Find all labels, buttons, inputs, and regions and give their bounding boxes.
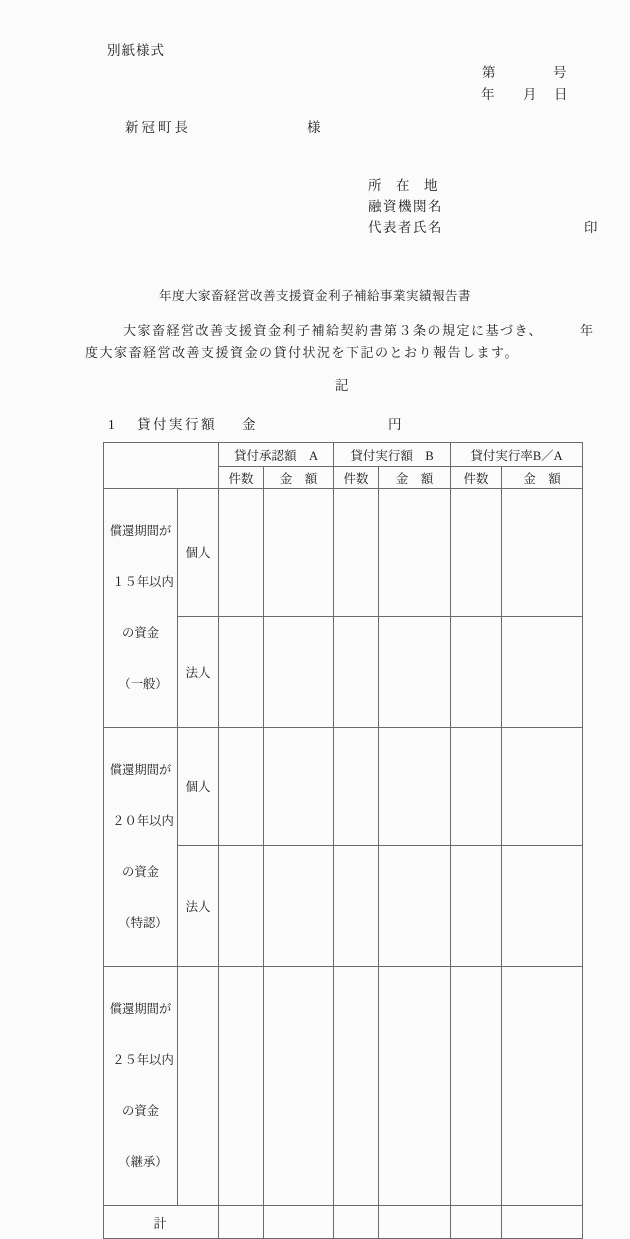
entity-label-corporate: 法人 <box>178 616 219 727</box>
empty-data-cell <box>502 1206 583 1239</box>
item-label: 貸付実行額 <box>137 417 217 432</box>
row-15y-individual <box>104 489 583 617</box>
empty-data-cell <box>502 845 583 966</box>
empty-data-cell <box>219 1206 264 1239</box>
count-header-ba: 件数 <box>451 467 502 489</box>
header-group-row <box>104 443 583 467</box>
empty-data-cell <box>451 489 502 617</box>
row-total <box>104 1206 583 1239</box>
empty-data-cell <box>264 489 334 617</box>
row-label-line: （特認） <box>118 916 168 930</box>
addressee-honorific: 様 <box>307 120 321 135</box>
col-group-rate: 貸付実行率B／A <box>451 443 583 467</box>
date-day-label: 日 <box>554 87 568 102</box>
empty-data-cell <box>334 1206 379 1239</box>
empty-data-cell <box>379 616 451 727</box>
empty-data-cell <box>334 728 379 846</box>
empty-data-cell <box>334 489 379 617</box>
date-month-label: 月 <box>523 87 537 102</box>
total-label: 計 <box>104 1206 219 1239</box>
amount-prefix: 金 <box>242 417 256 432</box>
doc-number-prefix: 第 <box>482 65 496 80</box>
col-group-approved: 貸付承認額 A <box>219 443 334 467</box>
seal-mark: 印 <box>584 220 598 235</box>
sender-address-label: 所 在 地 <box>368 178 438 193</box>
row-label-line: ２０年以内 <box>112 814 174 828</box>
row-label-line: （一般） <box>118 677 168 691</box>
empty-data-cell <box>451 967 502 1206</box>
count-header-a: 件数 <box>219 467 264 489</box>
addressee-name: 新冠町長 <box>125 120 191 135</box>
row-label-line: 償還期間が <box>109 524 172 538</box>
empty-data-cell <box>219 967 264 1206</box>
empty-data-cell <box>334 967 379 1206</box>
row-label-line: （継承） <box>118 1155 168 1169</box>
document-title: 年度大家畜経営改善支援資金利子補給事業実績報告書 <box>158 289 471 303</box>
row-20y-individual <box>104 728 583 846</box>
row-label-line: 償還期間が <box>109 1002 172 1016</box>
empty-data-cell <box>379 489 451 617</box>
empty-data-cell <box>379 967 451 1206</box>
item-number: 1 <box>108 417 115 432</box>
entity-label-blank <box>178 967 219 1206</box>
empty-data-cell <box>451 845 502 966</box>
sender-institution-label: 融資機関名 <box>368 199 443 214</box>
entity-label-corporate: 法人 <box>178 845 219 966</box>
empty-data-cell <box>264 967 334 1206</box>
date-year-label: 年 <box>481 87 495 102</box>
empty-data-cell <box>451 728 502 846</box>
empty-data-cell <box>264 845 334 966</box>
entity-label-individual: 個人 <box>178 489 219 617</box>
ki-marker: 記 <box>335 378 349 393</box>
empty-data-cell <box>264 616 334 727</box>
doc-number-suffix: 号 <box>553 65 567 80</box>
form-style-label: 別紙様式 <box>107 43 165 58</box>
row-label-line: 償還期間が <box>109 763 172 777</box>
empty-data-cell <box>502 967 583 1206</box>
empty-data-cell <box>219 616 264 727</box>
empty-data-cell <box>219 489 264 617</box>
empty-data-cell <box>219 845 264 966</box>
body-line-2: 度大家畜経営改善支援資金の貸付状況を下記のとおり報告します。 <box>85 345 519 360</box>
empty-data-cell <box>264 1206 334 1239</box>
row-label-line: の資金 <box>122 1104 159 1118</box>
amount-suffix: 円 <box>388 417 402 432</box>
empty-data-cell <box>502 728 583 846</box>
empty-data-cell <box>379 728 451 846</box>
body-paragraph <box>85 320 615 364</box>
empty-data-cell <box>219 728 264 846</box>
row-label-25y <box>104 967 178 1206</box>
row-label-20y <box>104 728 178 967</box>
empty-data-cell <box>502 616 583 727</box>
row-label-15y <box>104 489 178 728</box>
loan-table <box>103 442 583 1239</box>
row-label-line: の資金 <box>122 865 159 879</box>
count-header-b: 件数 <box>334 467 379 489</box>
row-label-line: ２５年以内 <box>112 1053 174 1067</box>
empty-data-cell <box>379 1206 451 1239</box>
amount-header-b: 金 額 <box>379 467 451 489</box>
entity-label-individual: 個人 <box>178 728 219 846</box>
empty-data-cell <box>451 1206 502 1239</box>
empty-data-cell <box>379 845 451 966</box>
sender-representative-label: 代表者氏名 <box>368 220 443 235</box>
corner-blank-cell <box>104 443 219 489</box>
row-25y <box>104 967 583 1206</box>
body-line-1: 大家畜経営改善支援資金利子補給契約書第３条の規定に基づき、 年 <box>123 323 595 338</box>
amount-header-a: 金 額 <box>264 467 334 489</box>
col-group-executed: 貸付実行額 B <box>334 443 451 467</box>
amount-header-ba: 金 額 <box>502 467 583 489</box>
row-label-line: の資金 <box>122 626 159 640</box>
empty-data-cell <box>502 489 583 617</box>
row-label-line: １５年以内 <box>112 575 174 589</box>
empty-data-cell <box>264 728 334 846</box>
empty-data-cell <box>334 616 379 727</box>
empty-data-cell <box>451 616 502 727</box>
empty-data-cell <box>334 845 379 966</box>
